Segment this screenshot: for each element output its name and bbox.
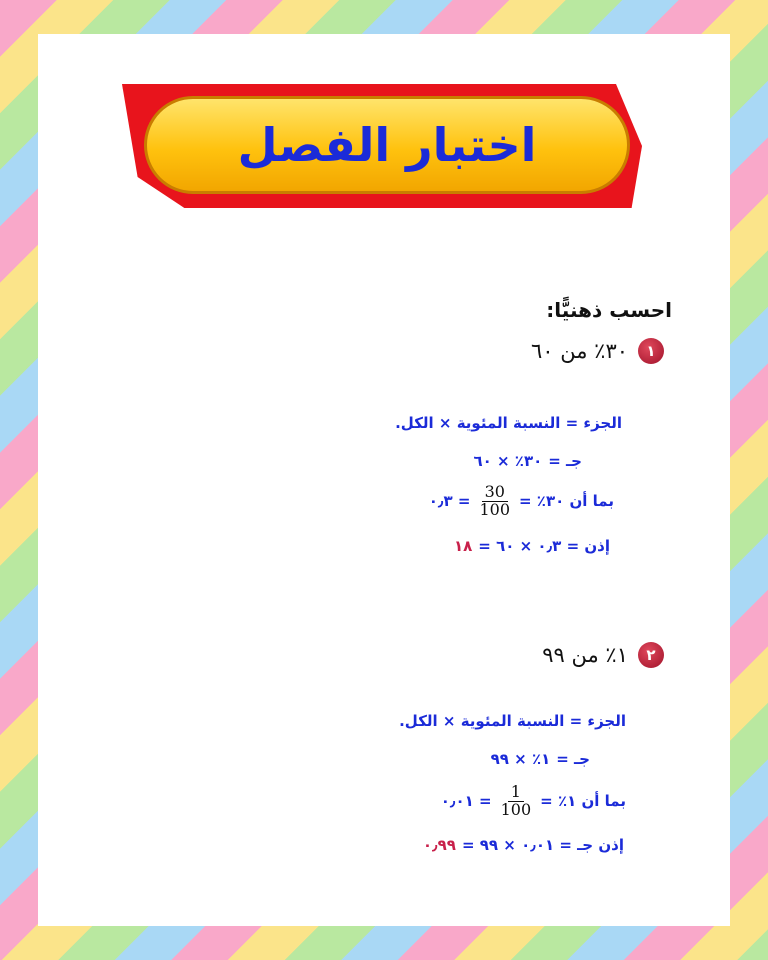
answer-value: ٠٫٩٩ — [422, 836, 456, 854]
title-banner — [122, 84, 642, 208]
question-number-badge: ١ — [638, 338, 664, 364]
solution-step-1 — [491, 750, 590, 768]
step-expression: إذن = ٠٫٣ × ٦٠ = — [478, 537, 610, 555]
fraction-denominator: 100 — [479, 499, 511, 519]
fraction — [498, 784, 535, 819]
step-tail: = ٠٫٠١ — [440, 792, 492, 811]
solution-step-3 — [454, 537, 610, 555]
fraction-denominator: 100 — [500, 799, 532, 819]
instruction-text: احسب ذهنيًّا: — [546, 298, 672, 322]
question-text: ٣٠٪ من ٦٠ — [531, 339, 628, 363]
question-1 — [531, 338, 664, 364]
step-expression: ١٪ × ٩٩ — [490, 750, 551, 768]
step-lead: جـ = — [556, 750, 590, 768]
step-expression: ٣٠٪ × ٦٠ — [473, 452, 543, 470]
question-text: ١٪ من ٩٩ — [542, 643, 628, 667]
solution-rule — [395, 414, 622, 432]
solution-step-1 — [473, 452, 582, 470]
rule-text: الجزء = النسبة المئوية × الكل. — [395, 414, 622, 432]
worksheet-page — [38, 34, 730, 926]
page-title: اختبار الفصل — [237, 118, 537, 172]
step-lead: بما أن ١٪ = — [540, 792, 626, 811]
solution-rule — [399, 712, 626, 730]
solution-step-3 — [423, 836, 624, 854]
solution-step-2 — [441, 784, 626, 819]
answer-value: ١٨ — [453, 537, 473, 555]
step-lead: جـ = — [548, 452, 582, 470]
fraction — [476, 484, 513, 519]
solution-step-2 — [429, 484, 614, 519]
banner-pill — [144, 96, 630, 194]
question-2 — [542, 642, 664, 668]
fraction-numerator: 1 — [508, 784, 524, 802]
step-lead: بما أن ٣٠٪ = — [519, 492, 614, 511]
step-tail: = ٠٫٣ — [428, 492, 471, 511]
step-expression: إذن جـ = ٠٫٠١ × ٩٩ = — [461, 836, 624, 854]
question-number-badge: ٢ — [638, 642, 664, 668]
fraction-numerator: 30 — [482, 484, 508, 502]
rule-text: الجزء = النسبة المئوية × الكل. — [399, 712, 626, 730]
